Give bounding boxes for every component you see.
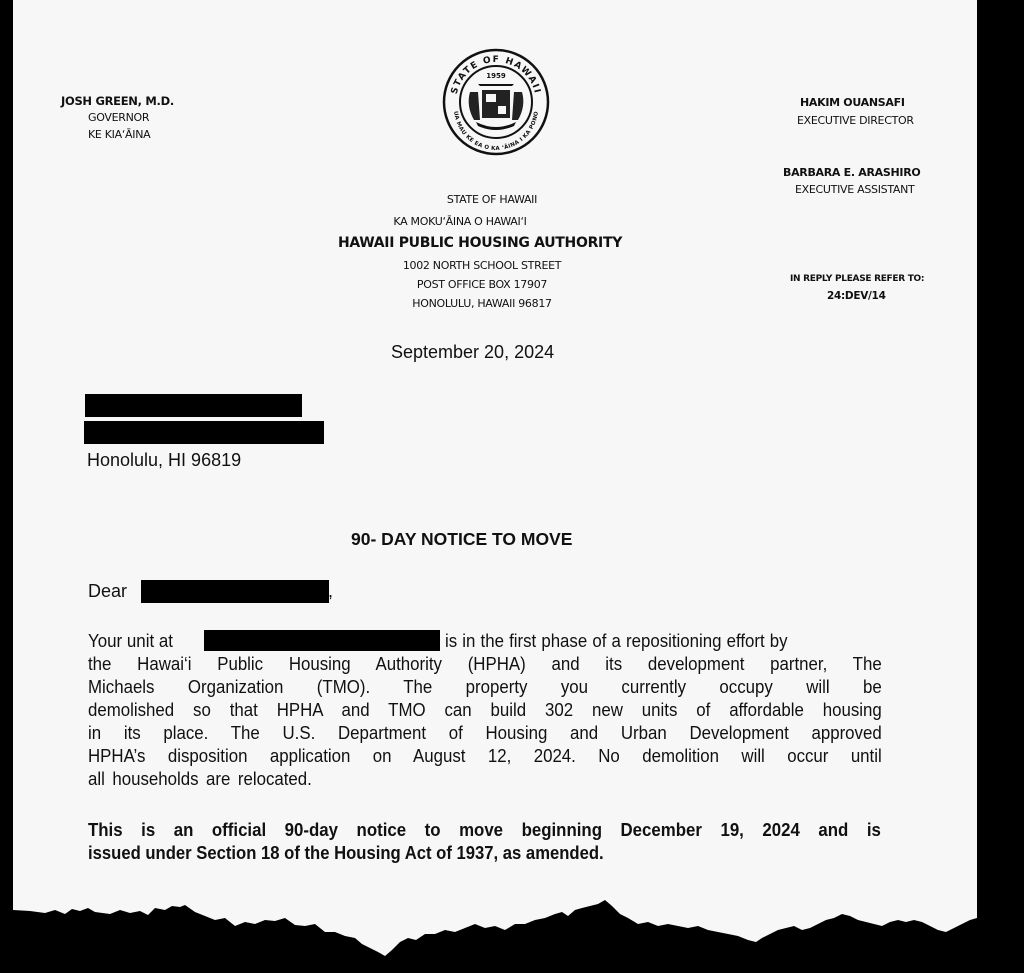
paragraph1-line1-rest: is in the first phase of a repositioning effort by	[445, 631, 788, 651]
left-border	[0, 0, 13, 973]
governor-title-hawaiian: KE KIA‘ĀINA	[88, 128, 151, 141]
torn-paper-edge	[0, 880, 1024, 973]
state-of-hawaii-seal-icon	[442, 48, 550, 156]
reply-reference-number: 24:DEV/14	[827, 290, 886, 302]
agency-address-pobox: POST OFFICE BOX 17907	[416, 278, 548, 291]
agency-address-city: HONOLULU, HAWAII 96817	[412, 297, 552, 310]
paragraph2-line2: issued under Section 18 of the Housing Act of 1937, as amended.	[88, 843, 604, 863]
reply-reference-label: IN REPLY PLEASE REFER TO:	[790, 274, 925, 284]
agency-address-street: 1002 NORTH SCHOOL STREET	[402, 259, 562, 272]
paragraph1-line7: all households are relocated.	[88, 769, 312, 789]
salutation-prefix: Dear	[88, 581, 128, 601]
executive-director-name: HAKIM OUANSAFI	[800, 96, 905, 109]
governor-title: GOVERNOR	[88, 111, 150, 124]
executive-assistant-title: EXECUTIVE ASSISTANT	[795, 183, 915, 196]
redacted-recipient-name	[85, 394, 302, 417]
recipient-city-line: Honolulu, HI 96819	[87, 450, 242, 470]
redacted-salutation-name	[141, 580, 329, 603]
state-name-hawaiian: KA MOKU‘ĀINA O HAWAI‘I	[393, 215, 527, 228]
paragraph1-line2: the Hawai‘i Public Housing Authority (HPHA) and its development partner, The	[88, 654, 882, 674]
redacted-recipient-address	[84, 421, 324, 444]
svg-text:UA MAU KE EA O KA ʻĀINA I KA P: UA MAU KE EA O KA ʻĀINA I KA PONO	[452, 110, 540, 153]
redacted-unit-address	[204, 630, 440, 651]
letter-date: September 20, 2024	[391, 342, 555, 362]
executive-assistant-name: BARBARA E. ARASHIRO	[783, 166, 921, 179]
paragraph1-line5: in its place. The U.S. Department of Housing and Urban Development approved	[88, 723, 882, 743]
paragraph1-line4: demolished so that HPHA and TMO can build 302 new units of affordable housing	[88, 700, 882, 720]
paragraph1-lead: Your unit at	[88, 631, 173, 651]
governor-name: JOSH GREEN, M.D.	[61, 94, 174, 108]
paragraph1-line3: Michaels Organization (TMO). The property you currently occupy will be	[88, 677, 882, 697]
paragraph2-line1: This is an official 90-day notice to move beginning December 19, 2024 and is	[88, 820, 881, 840]
salutation-comma: ,	[328, 581, 334, 601]
agency-name: HAWAII PUBLIC HOUSING AUTHORITY	[337, 235, 623, 251]
svg-text:1959: 1959	[486, 72, 506, 80]
svg-text:STATE OF HAWAII: STATE OF HAWAII	[449, 54, 543, 96]
right-border	[977, 0, 1024, 973]
paragraph1-line6: HPHA’s disposition application on August 12, 2024. No demolition will occur until	[88, 746, 882, 766]
notice-title: 90- DAY NOTICE TO MOVE	[351, 529, 573, 549]
state-name: STATE OF HAWAII	[446, 193, 538, 206]
executive-director-title: EXECUTIVE DIRECTOR	[797, 114, 914, 127]
